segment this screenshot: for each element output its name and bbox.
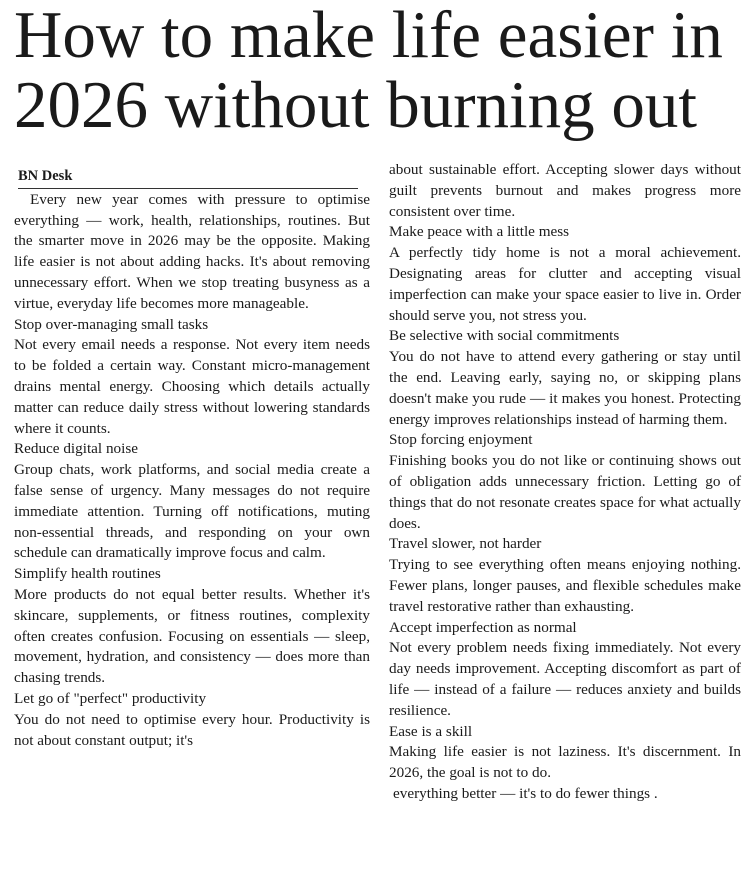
section-body-tail: everything better — it's to do fewer things . bbox=[393, 784, 658, 802]
section-subhead: Let go of "perfect" productivity bbox=[14, 689, 207, 707]
section-body: Finishing books you do not like or continuing shows out of obligation adds unnecessary friction. Letting go of things that do not resonate creates space for what actually does. bbox=[389, 452, 741, 532]
article-column-left bbox=[14, 166, 370, 751]
section-subhead: Stop over-managing small tasks bbox=[14, 315, 209, 333]
section-body: Making life easier is not laziness. It's discernment. In 2026, the goal is not to do. bbox=[389, 743, 741, 782]
section-subhead: Reduce digital noise bbox=[14, 440, 138, 458]
section-body-continued: about sustainable effort. Accepting slower days without guilt prevents burnout and makes progress more consistent over time. bbox=[389, 161, 741, 220]
section-body: Not every email needs a response. Not every item needs to be folded a certain way. Constant micro-management drains mental energy. Choosing which details actually matter can reduce daily stress without lowering standards where it counts. bbox=[14, 336, 370, 437]
byline: BN Desk bbox=[18, 166, 358, 189]
section-body: More products do not equal better results. Whether it's skincare, supplements, or fitness routines, complexity often creates confusion. Focusing on essentials — sleep, movement, hydration, and consistency — does more than chasing trends. bbox=[14, 585, 370, 687]
article-column-right bbox=[389, 160, 741, 805]
section-body: You do not have to attend every gathering or stay until the end. Leaving early, saying no, or skipping plans doesn't make you rude — it makes you honest. Protecting energy improves relationships instead of harming them. bbox=[389, 348, 741, 428]
section-subhead: Stop forcing enjoyment bbox=[389, 431, 533, 449]
section-subhead: Travel slower, not harder bbox=[389, 535, 542, 553]
section-body: Trying to see everything often means enjoying nothing. Fewer plans, longer pauses, and flexible schedules make travel restorative rather than exhausting. bbox=[389, 556, 741, 615]
section-body: Not every problem needs fixing immediately. Not every day needs improvement. Accepting discomfort as part of life — instead of a failure — reduces anxiety and builds resilience. bbox=[389, 639, 741, 719]
section-body: Group chats, work platforms, and social media create a false sense of urgency. Many messages do not require immediate attention. Turning off notifications, muting non-essential threads, and responding on your own schedule can dramatically improve focus and calm. bbox=[14, 461, 370, 562]
section-body: You do not need to optimise every hour. Productivity is not about constant output; it's bbox=[14, 710, 370, 749]
section-body: A perfectly tidy home is not a moral achievement. Designating areas for clutter and accepting visual imperfection can make your space easier to live in. Order should serve you, not stress you. bbox=[389, 244, 741, 324]
section-subhead: Simplify health routines bbox=[14, 565, 161, 583]
intro-paragraph: Every new year comes with pressure to optimise everything — work, health, relationships, routines. But the smarter move in 2026 may be the opposite. Making life easier is not about adding hacks. It's about removing unnecessary effort. When we stop treating busyness as a virtue, everyday life becomes more manageable. bbox=[14, 190, 370, 312]
section-subhead: Accept imperfection as normal bbox=[389, 618, 577, 636]
section-subhead: Be selective with social commitments bbox=[389, 327, 620, 345]
section-subhead: Ease is a skill bbox=[389, 722, 473, 740]
section-subhead: Make peace with a little mess bbox=[389, 223, 570, 241]
article-headline: How to make life easier in 2026 without burning out bbox=[14, 0, 723, 142]
